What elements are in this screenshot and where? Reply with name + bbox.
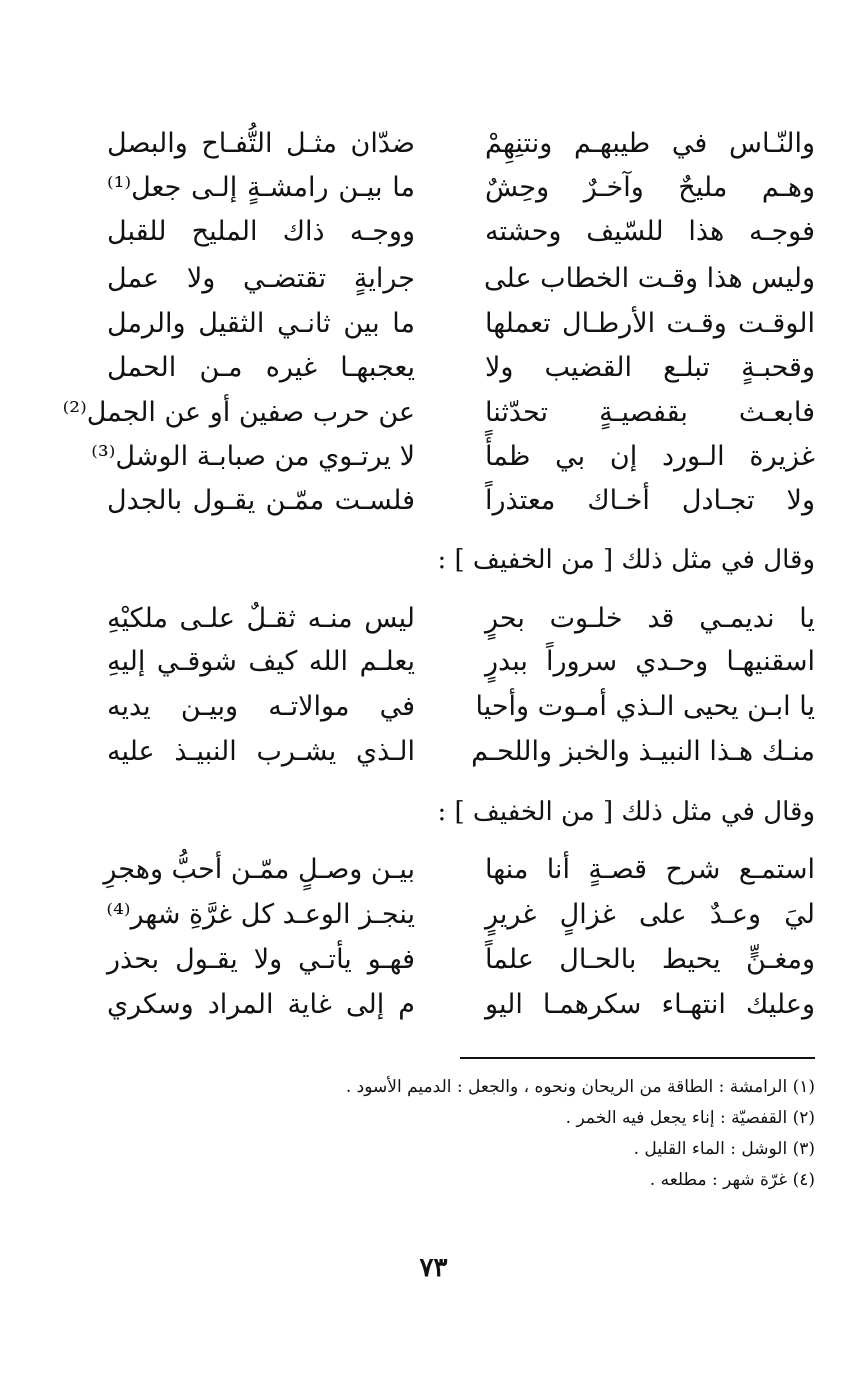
verse-second-hemistich: يعجبهـا غيره مـن الحمل bbox=[107, 352, 415, 383]
verse bbox=[0, 166, 867, 210]
verse-second-hemistich: ما بيـن رامشـةٍ إلـى جعل⁽¹⁾ bbox=[107, 172, 415, 203]
verse-second-hemistich: بيـن وصـلٍ ممّـن أحبُّ وهجرِ bbox=[103, 854, 415, 885]
verse bbox=[0, 983, 867, 1027]
verse-first-hemistich: فوجـه هذا للسّيف وحشته bbox=[485, 216, 815, 247]
verse-first-hemistich: ليَ وعـدٌ على غزالٍ غريرٍ bbox=[485, 899, 815, 930]
page-number: ٧٣ bbox=[419, 1253, 448, 1283]
verse-second-hemistich: ما بين ثانـي الثقيل والرمل bbox=[107, 308, 415, 339]
verse-second-hemistich: ضدّان مثـل التُّفـاح والبصل bbox=[107, 128, 415, 159]
verse bbox=[0, 893, 867, 937]
verse-second-hemistich: الـذي يشـرب النبيـذ عليه bbox=[107, 736, 415, 767]
verse-second-hemistich: جرايةٍ تقتضـي ولا عمل bbox=[107, 263, 415, 294]
verse bbox=[0, 391, 867, 435]
verse-second-hemistich: فهـو يأتـي ولا يقـول بحذر bbox=[107, 944, 415, 975]
verse-first-hemistich: استمـع شرح قصـةٍ أنا منها bbox=[485, 854, 815, 885]
poem-intro-3: وقال في مثل ذلك [ من الخفيف ] : bbox=[437, 797, 815, 827]
verse bbox=[0, 302, 867, 346]
verse-second-hemistich: لا يرتـوي من صبابـة الوشل⁽³⁾ bbox=[91, 441, 415, 472]
verse-second-hemistich: ووجـه ذاك المليح للقبل bbox=[107, 216, 415, 247]
verse-first-hemistich: اسقنيهـا وحـدي سروراً ببدرٍ bbox=[485, 646, 815, 677]
verse-first-hemistich: فابعـث بقفصيـةٍ تحدّثنا bbox=[485, 397, 815, 428]
verse bbox=[0, 257, 867, 301]
verse bbox=[0, 122, 867, 166]
verse-first-hemistich: وليس هذا وقـت الخطاب على bbox=[484, 263, 815, 294]
verse-second-hemistich: ليس منـه ثقـلٌ علـى ملكيْهِ bbox=[107, 603, 415, 634]
verse bbox=[0, 848, 867, 892]
verse-first-hemistich: وعليك انتهـاء سكرهمـا اليو bbox=[485, 989, 815, 1020]
footnote-1: (١) الرامشة : الطاقة من الريحان ونحوه ، والجعل : الدميم الأسود . bbox=[345, 1077, 815, 1097]
verse-first-hemistich: وهـم مليحٌ وآخـرٌ وحِشٌ bbox=[485, 172, 815, 203]
verse bbox=[0, 435, 867, 479]
verse-second-hemistich: فلسـت ممّـن يقـول بالجدل bbox=[107, 485, 415, 516]
verse-first-hemistich: الوقـت وقـت الأرطـال تعملها bbox=[485, 308, 815, 339]
footnotes bbox=[115, 1072, 815, 1196]
verse bbox=[0, 597, 867, 641]
verse-second-hemistich: يعلـم الله كيف شوقـي إليهِ bbox=[107, 646, 415, 677]
footnote-4: (٤) غرّة شهر : مطلعه . bbox=[649, 1170, 815, 1190]
verse-first-hemistich: غزيرة الـورد إن بي ظمأً bbox=[485, 441, 815, 472]
verse-first-hemistich: ومغـنٍّ يحيط بالحـال علماً bbox=[485, 944, 815, 975]
verse-second-hemistich: ينجـز الوعـد كل غرَّةِ شهر⁽⁴⁾ bbox=[106, 899, 415, 930]
footnote-2: (٢) القفصيّة : إناء يجعل فيه الخمر . bbox=[565, 1108, 815, 1128]
verse bbox=[0, 685, 867, 729]
verse bbox=[0, 479, 867, 523]
verse-second-hemistich: م إلى غاية المراد وسكري bbox=[107, 989, 415, 1020]
verse-first-hemistich: يا ابـن يحيى الـذي أمـوت وأحيا bbox=[475, 691, 815, 722]
verse-first-hemistich: يا نديمـي قد خلـوت بحرٍ bbox=[485, 603, 815, 634]
verse bbox=[0, 730, 867, 774]
verse-second-hemistich: عن حرب صفين أو عن الجمل⁽²⁾ bbox=[62, 397, 415, 428]
verse bbox=[0, 938, 867, 982]
verse bbox=[0, 640, 867, 684]
verse-first-hemistich: ولا تجـادل أخـاك معتذراً bbox=[485, 485, 815, 516]
verse-first-hemistich: منـك هـذا النبيـذ والخبز واللحـم bbox=[471, 736, 815, 767]
footnote-3: (٣) الوشل : الماء القليل . bbox=[633, 1139, 815, 1159]
verse-first-hemistich: والنّـاس في طيبهـم ونتنِهِمْ bbox=[485, 128, 815, 159]
verse-second-hemistich: في موالاتـه وبيـن يديه bbox=[107, 691, 415, 722]
footnote-divider bbox=[460, 1057, 815, 1059]
poem-intro-2: وقال في مثل ذلك [ من الخفيف ] : bbox=[437, 545, 815, 575]
verse bbox=[0, 210, 867, 254]
verse-first-hemistich: وقحبـةٍ تبلـع القضيب ولا bbox=[485, 352, 815, 383]
verse bbox=[0, 346, 867, 390]
